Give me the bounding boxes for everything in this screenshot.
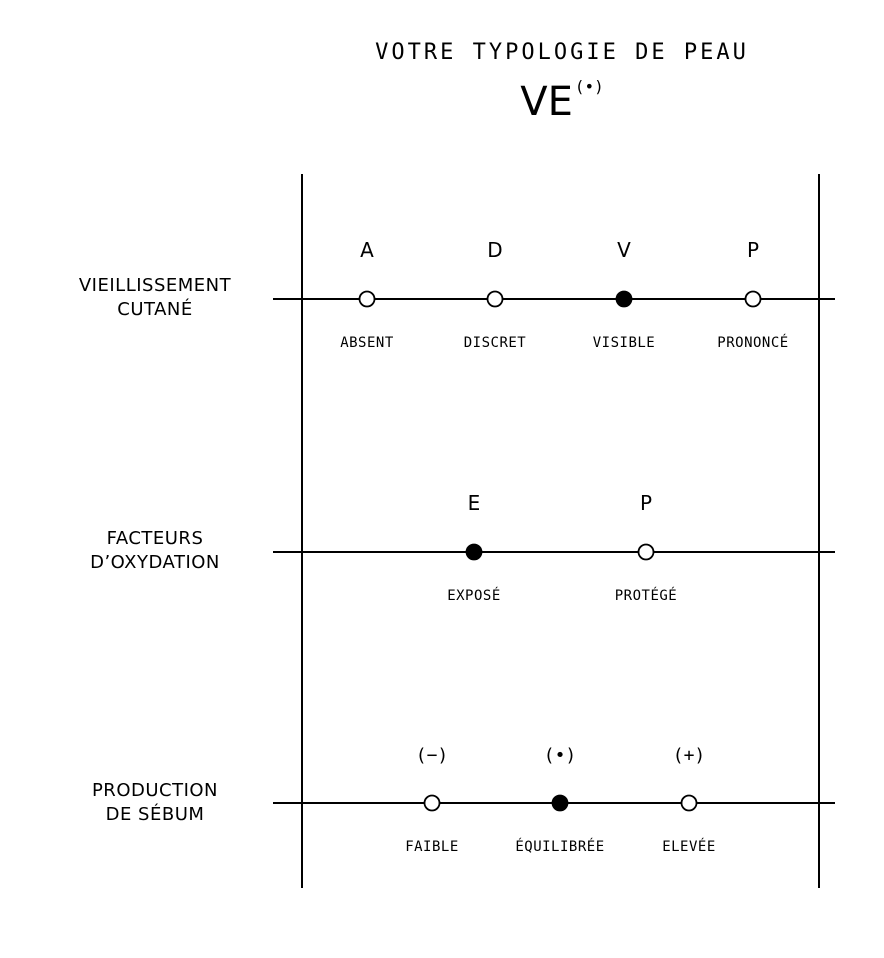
option-letter: D [487,238,503,262]
option-name: VISIBLE [592,335,656,351]
option-name: PROTÉGÉ [614,588,678,604]
option-letter: A [360,238,374,262]
row-label-line2: D’OXYDATION [90,552,220,573]
option-marker [639,545,654,560]
option-letter: (•) [543,745,577,766]
skin-type-code-main: VE [520,79,573,125]
page-title: VOTRE TYPOLOGIE DE PEAU [375,40,749,65]
option-name: DISCRET [463,335,527,351]
skin-type-code-superscript: (•) [574,77,604,96]
option-name: ABSENT [340,335,394,351]
option-letter: E [467,491,481,515]
option-name: ELEVÉE [662,839,716,855]
option-marker [425,796,440,811]
row-label-line2: CUTANÉ [117,299,193,320]
option-marker [746,292,761,307]
option-marker [488,292,503,307]
option-name: EXPOSÉ [447,588,501,604]
selected-marker [467,545,482,560]
option-name: ÉQUILIBRÉE [515,839,605,855]
selected-marker [617,292,632,307]
option-marker [360,292,375,307]
row-label-line2: DE SÉBUM [105,804,205,825]
row-label-line1: FACTEURS [106,528,204,549]
option-letter: (+) [672,745,706,766]
option-name: FAIBLE [405,839,459,855]
selected-marker [553,796,568,811]
option-name: PRONONCÉ [717,335,789,351]
option-letter: V [617,238,631,262]
option-letter: P [639,491,653,515]
option-letter: (−) [415,745,449,766]
option-marker [682,796,697,811]
option-letter: P [746,238,760,262]
row-label-line1: VIEILLISSEMENT [78,275,232,296]
row-label-line1: PRODUCTION [91,780,219,801]
